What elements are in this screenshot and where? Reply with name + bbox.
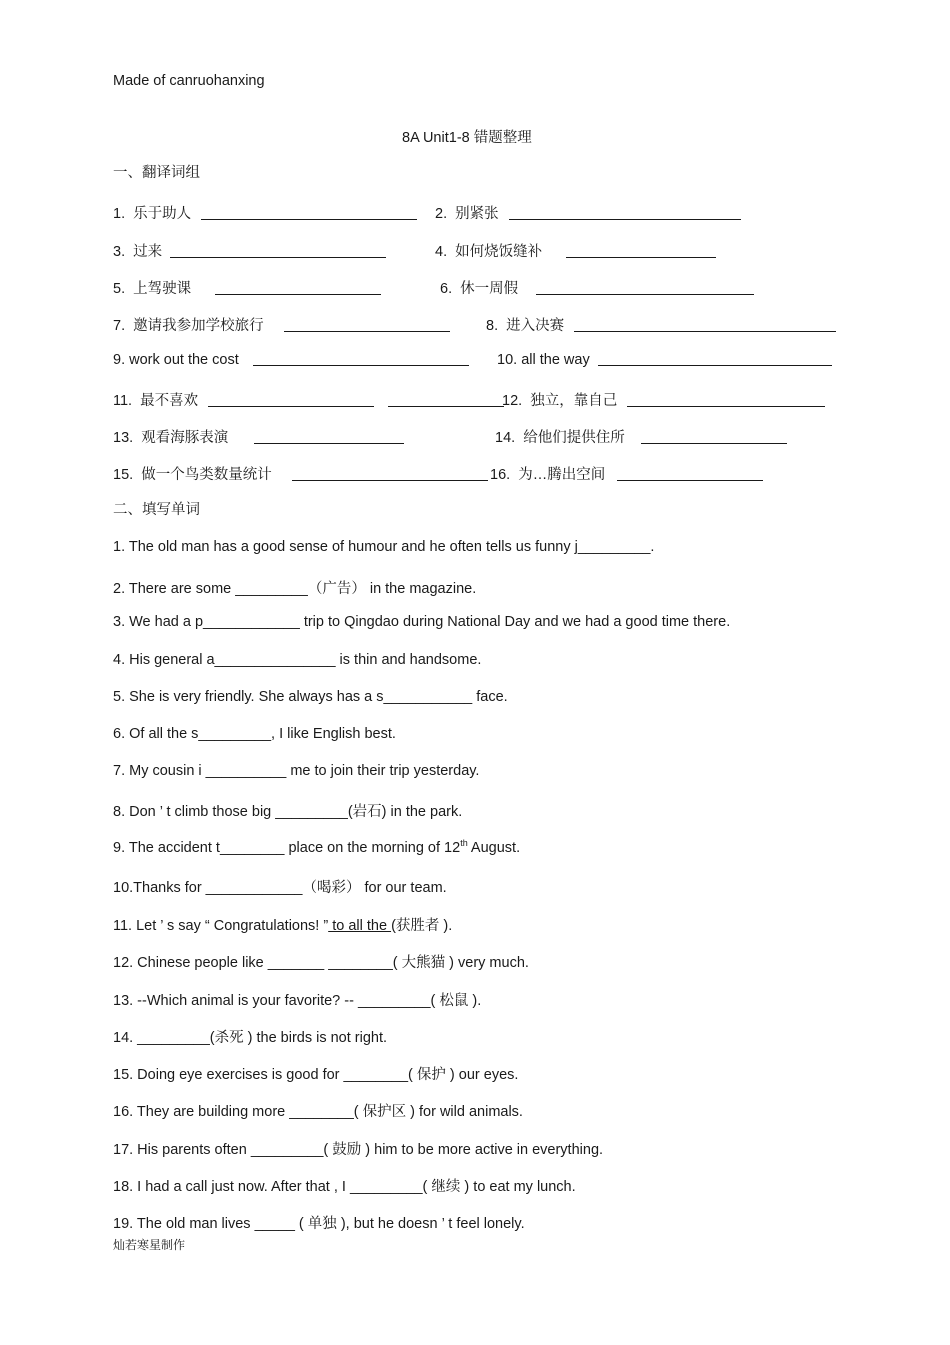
phrase-9-text: work out the cost [129, 352, 239, 368]
section-1-heading: 一、翻译词组 [113, 165, 200, 181]
phrase-4-num: 4. [435, 244, 448, 260]
page-header: Made of canruohanxing [113, 73, 265, 89]
section-2-heading: 二、填写单词 [113, 502, 200, 518]
phrase-9 [113, 352, 469, 368]
phrase-15 [113, 463, 488, 484]
phrase-16 [490, 463, 763, 484]
phrase-7-num: 7. [113, 318, 126, 334]
phrase-2 [435, 202, 741, 223]
phrase-15-num: 15. [113, 467, 134, 483]
sentence-9 [113, 838, 520, 856]
answer-line [536, 293, 754, 295]
sentence-11-main: 11. Let ’ s say “ Congratulations! ” [113, 918, 329, 934]
answer-line [284, 330, 450, 332]
sentence-9-sup: th [460, 838, 468, 848]
phrase-11-text: 最不喜欢 [140, 393, 199, 409]
phrase-12 [502, 389, 825, 410]
phrase-9-num: 9. [113, 352, 126, 368]
sentence-15: 15. Doing eye exercises is good for ________( 保护 ) our eyes. [113, 1067, 519, 1083]
answer-line [509, 218, 741, 220]
answer-line [641, 442, 787, 444]
phrase-10-num: 10. [497, 352, 518, 368]
answer-line [566, 256, 716, 258]
sentence-7: 7. My cousin i __________ me to join their trip yesterday. [113, 763, 480, 779]
phrase-7 [113, 314, 450, 335]
answer-line [292, 479, 488, 481]
answer-line [170, 256, 386, 258]
phrase-14 [495, 426, 787, 447]
phrase-1-num: 1. [113, 206, 126, 222]
phrase-16-text: 为…腾出空间 [518, 467, 606, 483]
sentence-14: 14. _________(杀死 ) the birds is not right. [113, 1030, 388, 1046]
phrase-13 [113, 426, 404, 447]
answer-line [617, 479, 763, 481]
sentence-11-underlined: to all the [328, 918, 392, 934]
sentence-13: 13. --Which animal is your favorite? -- _________( 松鼠 ). [113, 993, 482, 1009]
sentence-6: 6. Of all the s_________, I like English best. [113, 726, 396, 742]
phrase-7-text: 邀请我参加学校旅行 [133, 318, 264, 334]
phrase-5-text: 上驾驶课 [133, 281, 192, 297]
sentence-1: 1. The old man has a good sense of humour and he often tells us funny j_________. [113, 539, 655, 555]
answer-line [215, 293, 381, 295]
phrase-13-text: 观看海豚表演 [141, 430, 229, 446]
phrase-15-text: 做一个鸟类数量统计 [141, 467, 272, 483]
phrase-13-num: 13. [113, 430, 134, 446]
answer-line [574, 330, 836, 332]
phrase-5-num: 5. [113, 281, 126, 297]
phrase-6 [440, 277, 754, 298]
sentence-9-end: August. [467, 839, 521, 856]
phrase-16-num: 16. [490, 467, 511, 483]
phrase-14-num: 14. [495, 430, 516, 446]
phrase-8-text: 进入决赛 [506, 318, 565, 334]
phrase-8 [486, 314, 836, 335]
sentence-3: 3. We had a p____________ trip to Qingdao during National Day and we had a good time there. [113, 614, 731, 630]
phrase-3-num: 3. [113, 244, 126, 260]
answer-line [201, 218, 417, 220]
phrase-14-text: 给他们提供住所 [523, 430, 625, 446]
sentence-11 [113, 914, 452, 935]
phrase-12-text: 独立，靠自己 [530, 393, 618, 409]
sentence-16: 16. They are building more ________( 保护区 ) for wild animals. [113, 1104, 523, 1120]
answer-line [254, 442, 404, 444]
sentence-19: 19. The old man lives _____ ( 单独 ), but he doesn ’ t feel lonely. [113, 1216, 525, 1232]
phrase-1-text: 乐于助人 [133, 206, 192, 222]
phrase-12-num: 12. [502, 393, 523, 409]
sentence-9-main: 9. The accident t________ place on the morning of 12 [113, 839, 461, 856]
phrase-5 [113, 277, 381, 298]
phrase-6-num: 6. [440, 281, 453, 297]
sentence-4: 4. His general a_______________ is thin and handsome. [113, 652, 482, 668]
phrase-10-text: all the way [521, 352, 590, 368]
phrase-11 [113, 389, 504, 410]
phrase-3 [113, 240, 386, 261]
sentence-5: 5. She is very friendly. She always has a s___________ face. [113, 689, 508, 705]
sentence-12: 12. Chinese people like _______ ________( 大熊猫 ) very much. [113, 955, 529, 971]
answer-line [208, 405, 374, 407]
sentence-11-end: (获胜者 ). [391, 918, 453, 934]
phrase-10 [497, 352, 832, 368]
phrase-4 [435, 240, 716, 261]
phrase-4-text: 如何烧饭缝补 [455, 244, 543, 260]
answer-line [627, 405, 825, 407]
sentence-2: 2. There are some _________（广告） in the magazine. [113, 581, 477, 597]
page-title: 8A Unit1-8 错题整理 [402, 130, 532, 146]
sentence-10: 10.Thanks for ____________（喝彩） for our team. [113, 880, 447, 896]
phrase-6-text: 休一周假 [460, 281, 519, 297]
phrase-2-text: 别紧张 [455, 206, 499, 222]
answer-line [598, 364, 832, 366]
answer-line [388, 405, 504, 407]
phrase-2-num: 2. [435, 206, 448, 222]
phrase-1 [113, 202, 417, 223]
sentence-18: 18. I had a call just now. After that , I _________( 继续 ) to eat my lunch. [113, 1179, 576, 1195]
answer-line [253, 364, 469, 366]
phrase-8-num: 8. [486, 318, 499, 334]
phrase-3-text: 过来 [133, 244, 163, 260]
phrase-11-num: 11. [113, 393, 133, 409]
page-footer: 灿若寒星制作 [113, 1238, 186, 1252]
sentence-8: 8. Don ’ t climb those big _________(岩石) in the park. [113, 804, 463, 820]
sentence-17: 17. His parents often _________( 鼓励 ) him to be more active in everything. [113, 1142, 604, 1158]
